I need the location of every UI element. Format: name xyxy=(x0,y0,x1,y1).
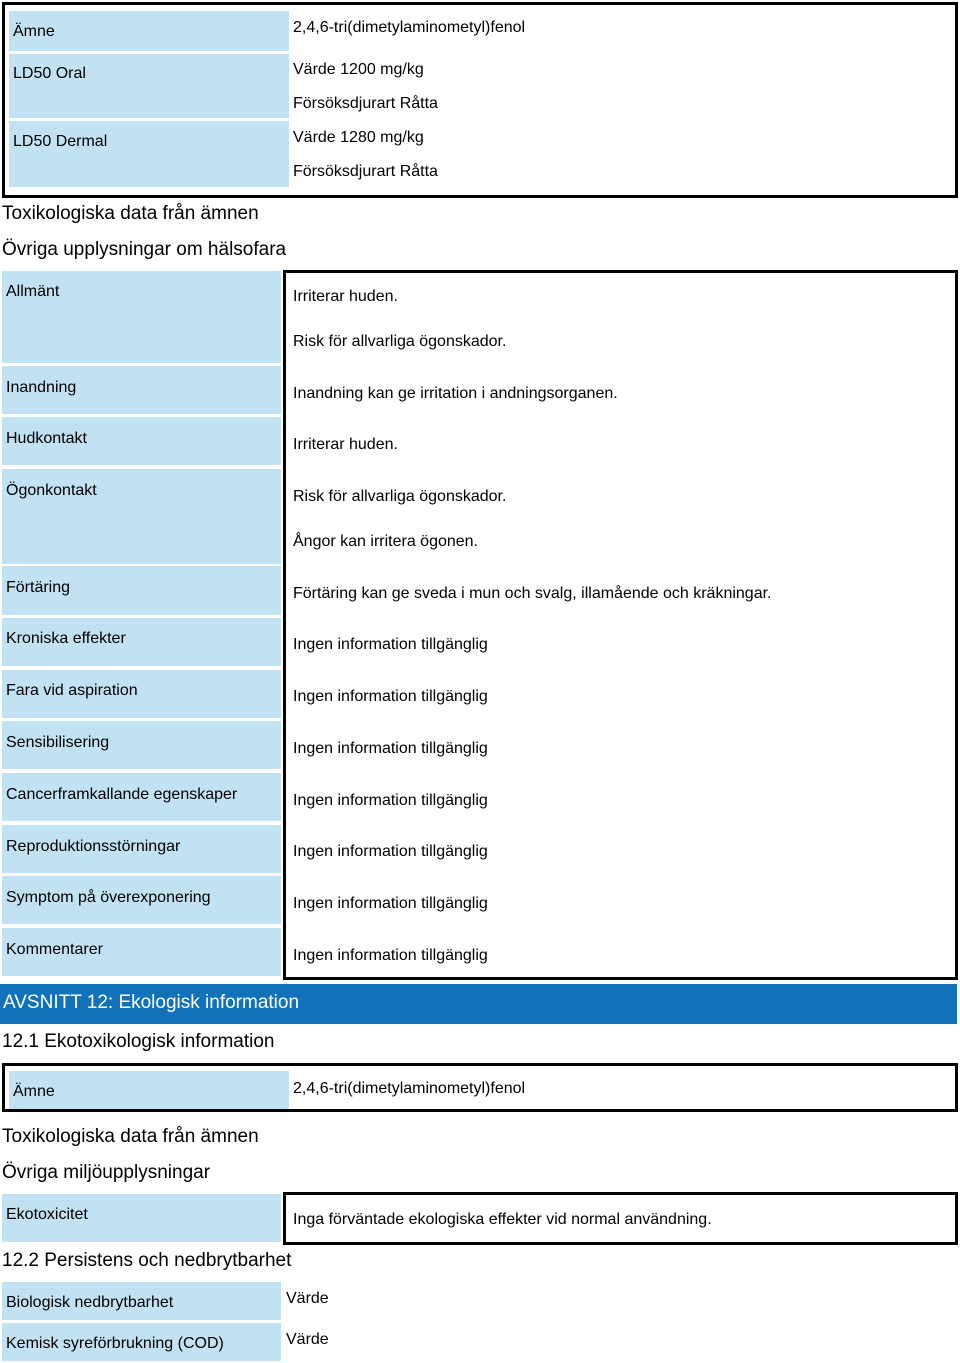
label-cell-ld50-dermal xyxy=(9,121,289,187)
overexposure-symptoms-line-1: Ingen information tillgänglig xyxy=(293,895,488,912)
eye-contact-line-2: Ångor kan irritera ögonen. xyxy=(293,533,478,550)
label-cell-carcinogenicity xyxy=(2,773,281,821)
label-cell-general xyxy=(2,271,281,363)
label-cell-comments xyxy=(2,928,281,976)
heading-tox-data: Toxikologiska data från ämnen xyxy=(2,203,259,224)
label-cell-inhalation xyxy=(2,366,281,414)
label-text: Kommentarer xyxy=(6,941,103,958)
biodegradability-value: Värde xyxy=(286,1290,329,1307)
label-text: Ämne xyxy=(13,1083,55,1100)
ingestion-line-1: Förtäring kan ge sveda i mun och svalg, illamående och kräkningar. xyxy=(293,585,772,602)
label-text: Sensibilisering xyxy=(6,734,110,751)
health-values-box xyxy=(283,270,958,980)
label-text: Fara vid aspiration xyxy=(6,682,138,699)
label-text: Ögonkontakt xyxy=(6,482,97,499)
carcinogenicity-line-1: Ingen information tillgänglig xyxy=(293,792,488,809)
substance-value: 2,4,6-tri(dimetylaminometyl)fenol xyxy=(293,19,526,36)
reproductive-toxicity-line-1: Ingen information tillgänglig xyxy=(293,843,488,860)
label-text: Ämne xyxy=(13,23,55,40)
label-cell-sensitisation xyxy=(2,721,281,769)
label-text: Förtäring xyxy=(6,579,71,596)
ecotoxicity-value: Inga förväntade ekologiska effekter vid normal användning. xyxy=(293,1211,712,1228)
label-text: Kroniska effekter xyxy=(6,630,126,647)
label-text: Biologisk nedbrytbarhet xyxy=(6,1294,174,1311)
general-line-2: Risk för allvarliga ögonskador. xyxy=(293,333,507,350)
label-text: Cancerframkallande egenskaper xyxy=(6,786,238,803)
label-text: LD50 Dermal xyxy=(13,133,108,150)
label-cell-aspiration-hazard xyxy=(2,670,281,718)
label-text: Inandning xyxy=(6,379,77,396)
label-text: Symptom på överexponering xyxy=(6,889,211,906)
ld50-dermal-value: Värde 1280 mg/kg xyxy=(293,129,424,146)
label-cell-overexposure-symptoms xyxy=(2,876,281,924)
label-cell-ecotoxicity xyxy=(2,1194,281,1242)
inhalation-line-1: Inandning kan ge irritation i andningsorganen. xyxy=(293,385,618,402)
ld50-dermal-species: Försöksdjurart Råtta xyxy=(293,163,438,180)
label-cell-cod xyxy=(2,1323,281,1361)
label-cell-ld50-oral xyxy=(9,54,289,118)
heading-environment: Övriga miljöupplysningar xyxy=(2,1162,211,1183)
label-text: Hudkontakt xyxy=(6,430,87,447)
label-text: Kemisk syreförbrukning (COD) xyxy=(6,1335,224,1352)
label-text: LD50 Oral xyxy=(13,65,86,82)
comments-line-1: Ingen information tillgänglig xyxy=(293,947,488,964)
ld50-oral-value: Värde 1200 mg/kg xyxy=(293,61,424,78)
skin-contact-line-1: Irriterar huden. xyxy=(293,436,398,453)
section-12-header xyxy=(0,984,957,1024)
aspiration-hazard-line-1: Ingen information tillgänglig xyxy=(293,688,488,705)
label-cell-ingestion xyxy=(2,566,281,615)
chronic-effects-line-1: Ingen information tillgänglig xyxy=(293,636,488,653)
sensitisation-line-1: Ingen information tillgänglig xyxy=(293,740,488,757)
label-cell-biodegradability xyxy=(2,1282,281,1320)
heading-tox-data-2: Toxikologiska data från ämnen xyxy=(2,1126,259,1147)
label-cell-substance-2 xyxy=(9,1071,289,1109)
general-line-1: Irriterar huden. xyxy=(293,288,398,305)
heading-health-hazards: Övriga upplysningar om hälsofara xyxy=(2,239,287,260)
label-cell-reproductive-toxicity xyxy=(2,825,281,873)
label-cell-eye-contact xyxy=(2,469,281,564)
cod-value: Värde xyxy=(286,1331,329,1348)
label-text: Allmänt xyxy=(6,283,60,300)
label-cell-substance xyxy=(9,11,289,51)
label-cell-chronic-effects xyxy=(2,618,281,666)
label-text: Ekotoxicitet xyxy=(6,1206,88,1223)
label-cell-skin-contact xyxy=(2,417,281,465)
section-12-title: AVSNITT 12: Ekologisk information xyxy=(3,992,300,1013)
subsection-12-2: 12.2 Persistens och nedbrytbarhet xyxy=(2,1250,292,1271)
substance-value-2: 2,4,6-tri(dimetylaminometyl)fenol xyxy=(293,1080,526,1097)
eye-contact-line-1: Risk för allvarliga ögonskador. xyxy=(293,488,507,505)
subsection-12-1: 12.1 Ekotoxikologisk information xyxy=(2,1031,275,1052)
ld50-oral-species: Försöksdjurart Råtta xyxy=(293,95,438,112)
label-text: Reproduktionsstörningar xyxy=(6,838,181,855)
